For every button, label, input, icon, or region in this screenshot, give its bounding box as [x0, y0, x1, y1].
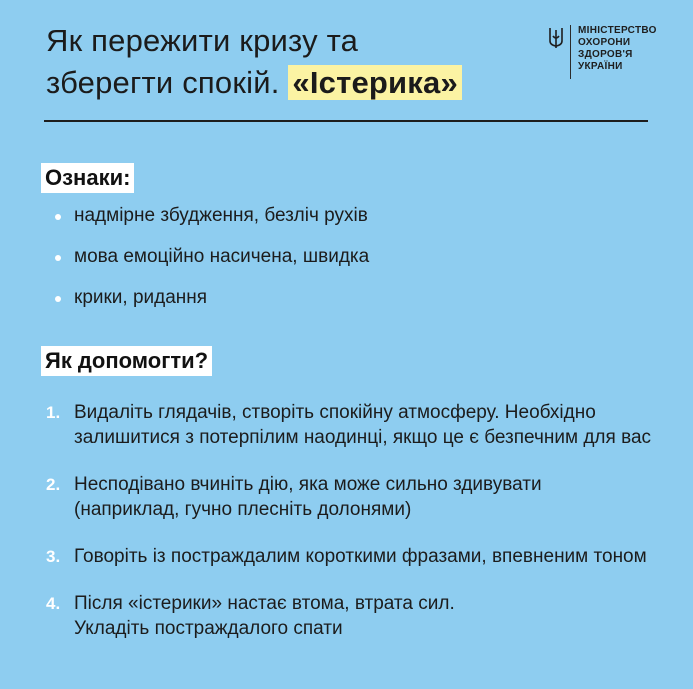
help-steps	[46, 400, 666, 641]
help-heading: Як допомогти?	[41, 346, 212, 376]
step-text-line: Говоріть із постраждалим короткими фразами, впевненим тоном	[74, 546, 647, 567]
list-item	[52, 204, 369, 228]
step-item	[46, 472, 666, 522]
ministry-name-line: МІНІСТЕРСТВО	[578, 25, 657, 36]
ministry-name-line: УКРАЇНИ	[578, 61, 623, 72]
step-text-line: Видаліть глядачів, створіть спокійну атмосферу. Необхідно	[74, 402, 596, 423]
trident-icon	[548, 27, 564, 49]
step-item	[46, 591, 666, 641]
step-number: 3.	[46, 547, 61, 566]
title-line-2	[46, 62, 462, 104]
step-text-line: (наприклад, гучно плесніть долонями)	[74, 499, 412, 520]
list-item	[52, 286, 369, 310]
logo-divider	[570, 25, 571, 79]
title-line-1: Як пережити кризу та	[46, 23, 359, 58]
step-item	[46, 400, 666, 450]
title-line-2-text: зберегти спокій.	[46, 65, 280, 100]
ministry-name-line: ОХОРОНИ	[578, 37, 631, 48]
list-item-text: надмірне збудження, безліч рухів	[74, 205, 368, 226]
ministry-name	[578, 25, 657, 73]
step-text-line: залишитися з потерпілим наодинці, якщо це є безпечним для вас	[74, 427, 652, 448]
bullet-icon	[55, 296, 61, 302]
bullet-icon	[55, 214, 61, 220]
signs-list	[52, 204, 369, 327]
step-item	[46, 544, 666, 569]
ministry-name-line: ЗДОРОВ'Я	[578, 49, 633, 60]
title-highlight: «Істерика»	[288, 65, 462, 100]
step-number: 1.	[46, 403, 61, 422]
step-text-line: Після «істерики» настає втома, втрата сил.	[74, 593, 455, 614]
list-item-text: мова емоційно насичена, швидка	[74, 246, 370, 267]
page-title	[46, 20, 462, 104]
ministry-logo	[548, 25, 657, 79]
step-number: 2.	[46, 475, 61, 494]
step-text-line: Несподівано вчиніть дію, яка може сильно здивувати	[74, 474, 542, 495]
bullet-icon	[55, 255, 61, 261]
step-text-line: Укладіть постраждалого спати	[74, 618, 343, 639]
step-number: 4.	[46, 594, 61, 613]
list-item	[52, 245, 369, 269]
list-item-text: крики, ридання	[74, 287, 208, 308]
title-divider	[44, 120, 648, 122]
signs-heading: Ознаки:	[41, 163, 134, 193]
